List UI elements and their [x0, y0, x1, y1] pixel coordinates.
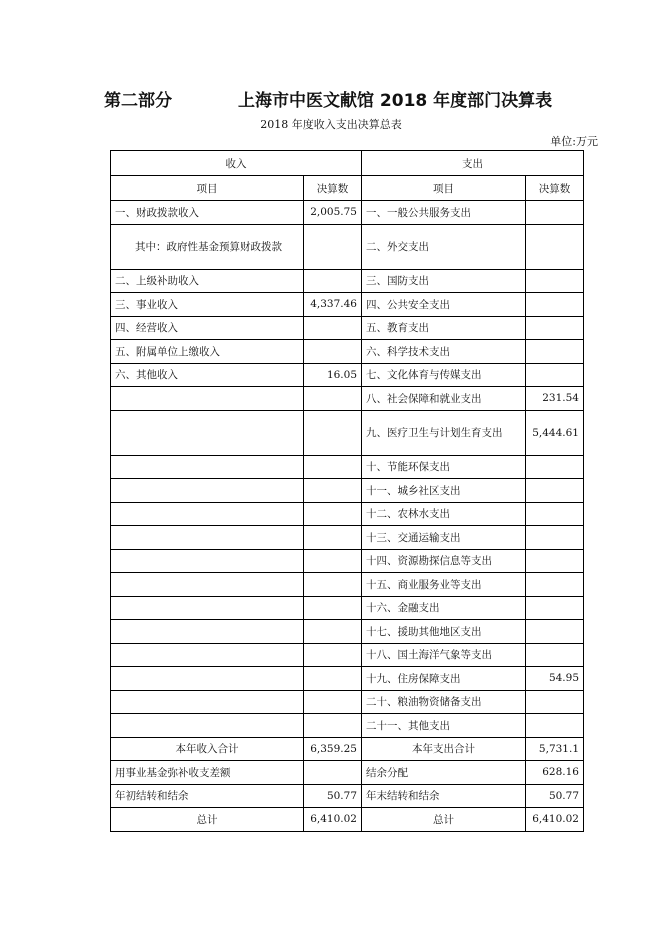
expense-item-cell: 结余分配 [362, 761, 526, 785]
table-row [111, 808, 584, 832]
income-amount-cell [304, 455, 362, 479]
expense-item-cell: 十九、住房保障支出 [362, 667, 526, 691]
table-row [111, 387, 584, 411]
expense-item-cell: 总计 [362, 808, 526, 832]
income-item-cell: 二、上级补助收入 [111, 269, 304, 293]
table-row [111, 526, 584, 550]
expense-item-cell: 十、节能环保支出 [362, 455, 526, 479]
income-amount-cell [304, 340, 362, 364]
income-item-cell: 年初结转和结余 [111, 784, 304, 808]
expense-amount-cell [526, 224, 584, 269]
table-row [111, 573, 584, 597]
table-group-header-row [111, 151, 584, 176]
income-amount-cell [304, 620, 362, 644]
expense-amount-cell [526, 549, 584, 573]
expense-amount-cell [526, 596, 584, 620]
expense-header: 支出 [362, 151, 584, 176]
table-row [111, 201, 584, 225]
expense-item-cell: 十三、交通运输支出 [362, 526, 526, 550]
income-amount-cell [304, 410, 362, 455]
income-item-cell [111, 526, 304, 550]
table-row [111, 316, 584, 340]
expense-item-cell: 十一、城乡社区支出 [362, 479, 526, 503]
table-row [111, 784, 584, 808]
income-item-cell: 本年收入合计 [111, 737, 304, 761]
expense-amount-cell [526, 316, 584, 340]
income-item-cell: 五、附属单位上缴收入 [111, 340, 304, 364]
income-amount-cell [304, 526, 362, 550]
income-item-cell: 其中：政府性基金预算财政拨款 [111, 224, 304, 269]
expense-amount-cell [526, 526, 584, 550]
expense-amount-cell [526, 269, 584, 293]
budget-table [110, 150, 584, 832]
income-item-header: 项目 [111, 176, 304, 201]
expense-item-cell: 一、一般公共服务支出 [362, 201, 526, 225]
expense-item-cell: 六、科学技术支出 [362, 340, 526, 364]
unit-label: 单位:万元 [550, 135, 598, 148]
table-row [111, 549, 584, 573]
income-amount-cell: 4,337.46 [304, 293, 362, 317]
expense-item-cell: 二十、粮油物资储备支出 [362, 690, 526, 714]
expense-amount-cell [526, 620, 584, 644]
expense-item-cell: 年末结转和结余 [362, 784, 526, 808]
income-item-cell: 四、经营收入 [111, 316, 304, 340]
income-item-cell [111, 549, 304, 573]
page-title: 上海市中医文献馆 2018 年度部门决算表 [238, 91, 553, 111]
expense-amount-cell: 54.95 [526, 667, 584, 691]
expense-amount-cell [526, 201, 584, 225]
income-item-cell [111, 690, 304, 714]
table-row [111, 502, 584, 526]
table-row [111, 737, 584, 761]
income-amount-cell [304, 643, 362, 667]
income-amount-cell [304, 714, 362, 738]
expense-item-cell: 八、社会保障和就业支出 [362, 387, 526, 411]
income-amount-cell [304, 690, 362, 714]
expense-amount-cell [526, 690, 584, 714]
expense-item-header: 项目 [362, 176, 526, 201]
income-amount-cell [304, 316, 362, 340]
expense-item-cell: 十四、资源勘探信息等支出 [362, 549, 526, 573]
expense-amount-cell: 628.16 [526, 761, 584, 785]
income-item-cell [111, 455, 304, 479]
table-row [111, 455, 584, 479]
expense-item-cell: 十八、国土海洋气象等支出 [362, 643, 526, 667]
income-item-cell [111, 620, 304, 644]
income-amount-cell [304, 387, 362, 411]
expense-item-cell: 十七、援助其他地区支出 [362, 620, 526, 644]
expense-item-cell: 十二、农林水支出 [362, 502, 526, 526]
table-row [111, 714, 584, 738]
table-row [111, 643, 584, 667]
expense-amount-cell [526, 573, 584, 597]
income-item-cell: 用事业基金弥补收支差额 [111, 761, 304, 785]
income-item-cell: 总计 [111, 808, 304, 832]
table-row [111, 340, 584, 364]
table-column-header-row [111, 176, 584, 201]
income-amount-cell: 6,410.02 [304, 808, 362, 832]
table-row [111, 761, 584, 785]
table-subtitle: 2018 年度收入支出决算总表 [260, 118, 402, 131]
expense-amount-header: 决算数 [526, 176, 584, 201]
table-row [111, 479, 584, 503]
table-row [111, 269, 584, 293]
income-amount-cell [304, 549, 362, 573]
income-amount-cell: 16.05 [304, 363, 362, 387]
expense-amount-cell [526, 363, 584, 387]
expense-amount-cell [526, 293, 584, 317]
income-item-cell [111, 643, 304, 667]
section-label: 第二部分 [104, 91, 172, 111]
table-row [111, 410, 584, 455]
income-item-cell: 三、事业收入 [111, 293, 304, 317]
expense-amount-cell [526, 340, 584, 364]
expense-item-cell: 七、文化体育与传媒支出 [362, 363, 526, 387]
expense-amount-cell: 5,731.1 [526, 737, 584, 761]
expense-item-cell: 十五、商业服务业等支出 [362, 573, 526, 597]
expense-amount-cell: 6,410.02 [526, 808, 584, 832]
expense-item-cell: 四、公共安全支出 [362, 293, 526, 317]
income-amount-cell: 2,005.75 [304, 201, 362, 225]
expense-item-cell: 二十一、其他支出 [362, 714, 526, 738]
income-item-cell [111, 502, 304, 526]
income-header: 收入 [111, 151, 362, 176]
table-row [111, 667, 584, 691]
expense-item-cell: 三、国防支出 [362, 269, 526, 293]
table-row [111, 293, 584, 317]
income-item-cell [111, 667, 304, 691]
income-item-cell: 六、其他收入 [111, 363, 304, 387]
table-row [111, 620, 584, 644]
income-amount-cell [304, 479, 362, 503]
income-item-cell [111, 479, 304, 503]
expense-amount-cell: 50.77 [526, 784, 584, 808]
expense-amount-cell: 5,444.61 [526, 410, 584, 455]
income-amount-cell: 50.77 [304, 784, 362, 808]
table-row [111, 690, 584, 714]
expense-amount-cell: 231.54 [526, 387, 584, 411]
expense-amount-cell [526, 479, 584, 503]
income-item-cell [111, 573, 304, 597]
expense-item-cell: 本年支出合计 [362, 737, 526, 761]
income-amount-cell [304, 761, 362, 785]
expense-item-cell: 五、教育支出 [362, 316, 526, 340]
income-item-cell: 一、财政拨款收入 [111, 201, 304, 225]
expense-amount-cell [526, 502, 584, 526]
expense-item-cell: 二、外交支出 [362, 224, 526, 269]
income-item-cell [111, 596, 304, 620]
table-row [111, 596, 584, 620]
table-row [111, 363, 584, 387]
table-row [111, 224, 584, 269]
income-amount-cell: 6,359.25 [304, 737, 362, 761]
income-amount-cell [304, 269, 362, 293]
expense-amount-cell [526, 714, 584, 738]
expense-item-cell: 十六、金融支出 [362, 596, 526, 620]
income-amount-cell [304, 596, 362, 620]
expense-item-cell: 九、医疗卫生与计划生育支出 [362, 410, 526, 455]
income-item-cell [111, 410, 304, 455]
expense-amount-cell [526, 643, 584, 667]
income-item-cell [111, 387, 304, 411]
page-heading [104, 86, 624, 112]
income-amount-cell [304, 573, 362, 597]
income-amount-cell [304, 667, 362, 691]
income-item-cell [111, 714, 304, 738]
income-amount-cell [304, 224, 362, 269]
income-amount-header: 决算数 [304, 176, 362, 201]
income-amount-cell [304, 502, 362, 526]
expense-amount-cell [526, 455, 584, 479]
